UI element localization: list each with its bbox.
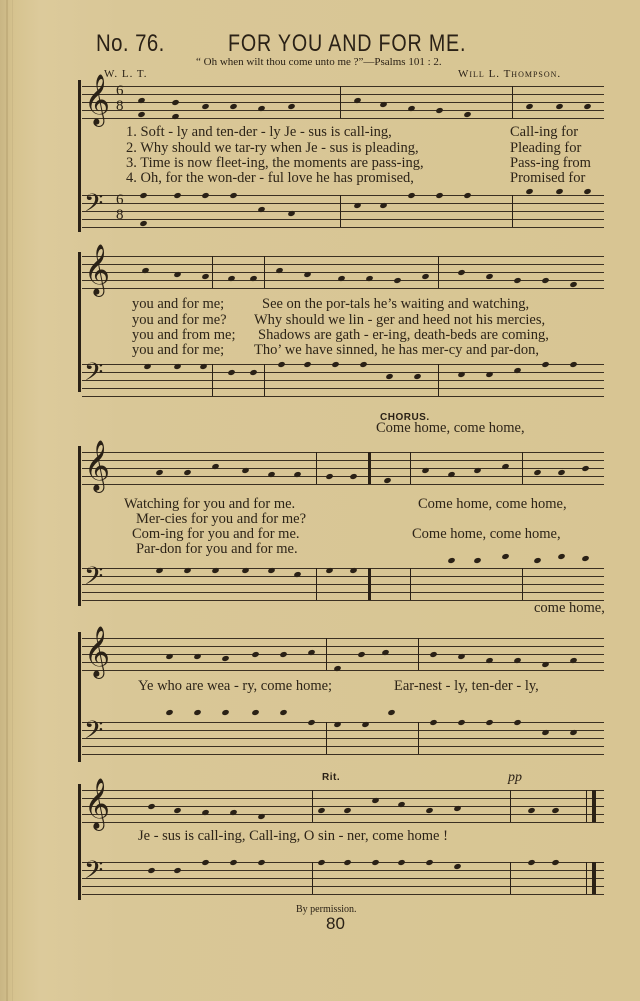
treble-clef-icon: 𝄞 (84, 626, 111, 677)
verse-4-line: Tho’ we have sinned, he has mer-cy and par-don, (254, 342, 540, 358)
system-brace (78, 784, 81, 900)
bass-clef-icon: 𝄢 (84, 562, 104, 597)
verse-4-start: you and for me; (132, 342, 225, 358)
page-spine-shadow (6, 0, 8, 1001)
time-signature: 6 8 (116, 83, 124, 114)
treble-staff (82, 778, 604, 829)
treble-clef-icon: 𝄞 (84, 74, 111, 125)
chorus-above-lyrics: Come home, come home, (376, 420, 525, 436)
verse-2-end: Pleading for (510, 140, 582, 156)
final-barline (592, 862, 596, 894)
ritardando-marking: Rit. (322, 772, 341, 783)
scripture-reference: “ Oh when wilt thou come unto me ?”—Psalms 101 : 2. (196, 56, 442, 68)
pianissimo-marking: pp (508, 770, 522, 785)
bass-staff (82, 562, 604, 600)
treble-staff (82, 244, 604, 295)
time-signature: 6 8 (116, 192, 124, 223)
hymn-number: No. 76. (96, 30, 165, 57)
verse-4-end: Promised for (510, 170, 586, 186)
lyrics-part-b: Ear-nest - ly, ten-der - ly, (394, 678, 539, 694)
music-system-5 (78, 770, 604, 910)
bass-staff (82, 716, 604, 754)
chorus-below-lyrics: come home, (534, 600, 605, 616)
verse-3-line: 3. Time is now fleet-ing, the moments are pass-ing, (126, 155, 424, 171)
music-system-3 (78, 410, 605, 616)
system-brace (78, 252, 81, 392)
verse-2-line: Why should we lin - ger and heed not his mercies, (254, 312, 546, 328)
bass-clef-icon: 𝄢 (84, 716, 104, 751)
system-brace (78, 632, 81, 762)
chorus-line-2: Come home, come home, (412, 526, 561, 542)
verse-3-end: Pass-ing from (510, 155, 591, 171)
verse-1-line: 1. Soft - ly and ten-der - ly Je - sus is call-ing, (126, 124, 392, 140)
treble-clef-icon: 𝄞 (84, 778, 111, 829)
lyricist-credit: W. L. T. (104, 68, 148, 80)
treble-clef-icon: 𝄞 (84, 244, 111, 295)
lyrics-part-a: Ye who are wea - ry, come home; (138, 678, 333, 694)
verse-3-line: Shadows are gath - er-ing, death-beds are coming, (258, 327, 549, 343)
final-barline (592, 790, 596, 822)
composer-credit: Will L. Thompson. (458, 68, 562, 80)
bass-clef-icon: 𝄢 (84, 856, 104, 891)
final-lyrics: Je - sus is call-ing, Call-ing, O sin - ner, come home ! (138, 828, 448, 844)
verse-2-start: you and for me? (132, 312, 227, 328)
chorus-verse-1: Watching for you and for me. (124, 496, 296, 512)
treble-staff (82, 440, 604, 491)
verse-1-start: you and for me; (132, 296, 225, 312)
bass-staff (82, 358, 604, 396)
verse-1-end: Call-ing for (510, 124, 579, 140)
treble-clef-icon: 𝄞 (84, 440, 111, 491)
chorus-verse-3: Com-ing for you and for me. (132, 526, 300, 542)
chorus-verse-2: Mer-cies for you and for me? (136, 511, 307, 527)
verse-1-line: See on the por-tals he’s waiting and watching, (262, 296, 530, 312)
chorus-line-1: Come home, come home, (418, 496, 567, 512)
bass-staff (82, 189, 604, 227)
chorus-label: CHORUS. (380, 412, 430, 423)
music-system-4 (78, 620, 604, 760)
page-spine-line (12, 0, 13, 1001)
page-number: 80 (326, 914, 345, 933)
chorus-verse-4: Par-don for you and for me. (136, 541, 298, 557)
bass-clef-icon: 𝄢 (84, 358, 104, 393)
permission-note: By permission. (296, 904, 357, 915)
verse-3-start: you and from me; (132, 327, 236, 343)
music-system-2 (78, 244, 604, 404)
verse-4-line: 4. Oh, for the won-der - ful love he has promised, (126, 170, 414, 186)
system-brace (78, 446, 81, 606)
bass-staff (82, 856, 604, 894)
system-brace (78, 80, 81, 232)
hymn-title: FOR YOU AND FOR ME. (228, 30, 467, 57)
verse-2-line: 2. Why should we tar-ry when Je - sus is pleading, (126, 140, 419, 156)
treble-staff (82, 626, 604, 677)
bass-clef-icon: 𝄢 (84, 189, 104, 224)
